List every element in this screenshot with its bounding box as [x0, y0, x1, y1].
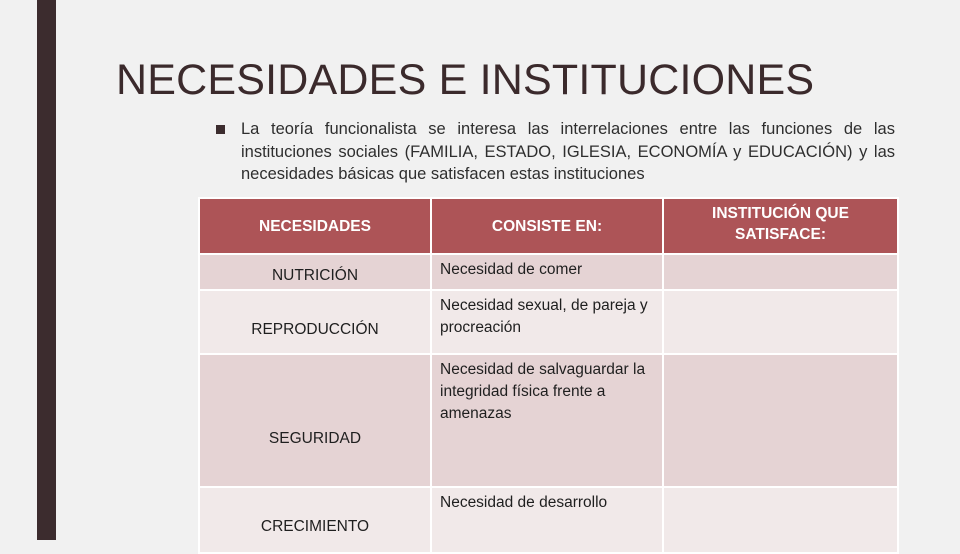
consists-cell: Necesidad de desarrollo: [431, 487, 663, 553]
table-row: [199, 254, 898, 290]
table-header-row: [199, 198, 898, 254]
need-cell: SEGURIDAD: [199, 354, 431, 487]
header-consists: CONSISTE EN:: [431, 198, 663, 254]
table-row: [199, 290, 898, 354]
side-accent-bar: [37, 0, 56, 540]
institution-cell: [663, 487, 898, 553]
need-cell: REPRODUCCIÓN: [199, 290, 431, 354]
bullet-paragraph: [213, 118, 895, 197]
need-cell: CRECIMIENTO: [199, 487, 431, 553]
institution-cell: [663, 354, 898, 487]
consists-cell: Necesidad sexual, de pareja y procreación: [431, 290, 663, 354]
consists-cell: Necesidad de salvaguardar la integridad física frente a amenazas: [431, 354, 663, 487]
header-needs: NECESIDADES: [199, 198, 431, 254]
consists-cell: Necesidad de comer: [431, 254, 663, 290]
square-bullet-icon: [216, 125, 225, 134]
table-row: [199, 487, 898, 553]
needs-institutions-table: [198, 197, 899, 554]
header-institution: INSTITUCIÓN QUE SATISFACE:: [663, 198, 898, 254]
table-row: [199, 354, 898, 487]
need-cell: NUTRICIÓN: [199, 254, 431, 290]
slide-title: NECESIDADES E INSTITUCIONES: [116, 56, 815, 104]
bullet-text: La teoría funcionalista se interesa las interrelaciones entre las funciones de las instituciones sociales (FAMILIA, ESTADO, IGLESIA, ECONOMÍA y EDUCACIÓN) y las necesidades básicas que satisfacen estas instituciones: [241, 120, 895, 183]
institution-cell: [663, 290, 898, 354]
institution-cell: [663, 254, 898, 290]
